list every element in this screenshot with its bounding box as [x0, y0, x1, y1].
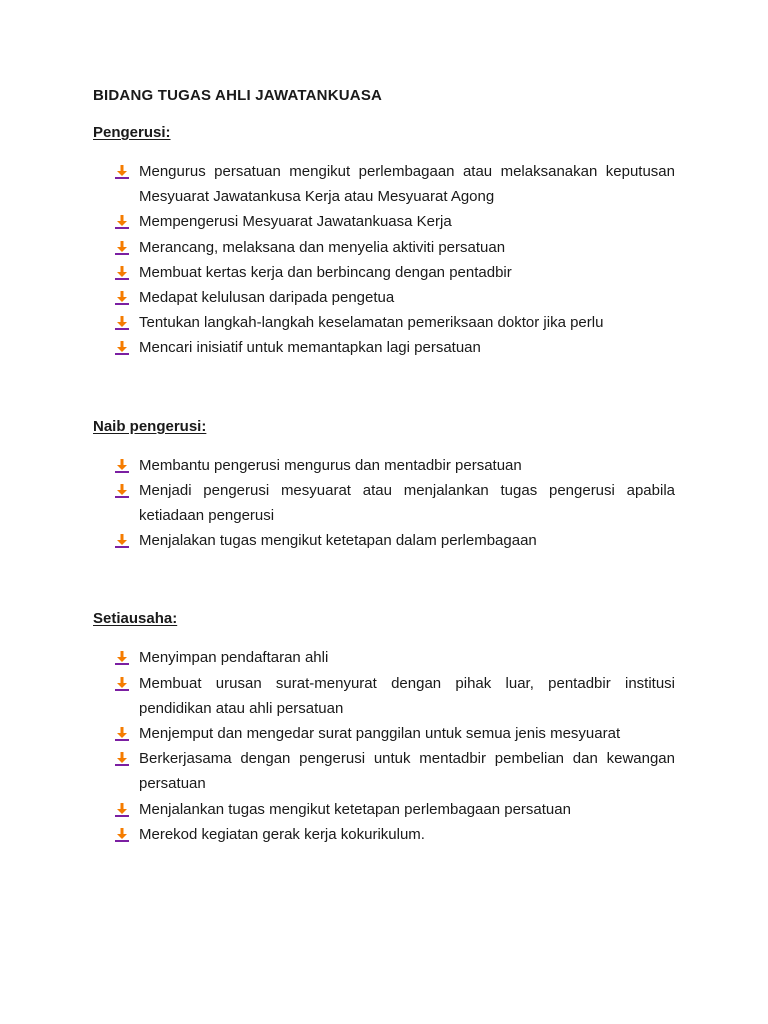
arrow-to-bar-icon — [114, 828, 130, 842]
list-item-text: Mempengerusi Mesyuarat Jawatankuasa Kerja — [139, 213, 452, 231]
arrow-to-bar-icon — [114, 291, 130, 305]
list-item — [93, 822, 675, 847]
duty-list-naib-pengerusi — [93, 453, 675, 554]
duty-list-setiausaha — [93, 645, 675, 847]
list-item — [93, 746, 675, 796]
arrow-to-bar-icon — [114, 341, 130, 355]
arrow-to-bar-icon — [114, 534, 130, 548]
arrow-to-bar-icon — [114, 651, 130, 665]
list-item — [93, 671, 675, 721]
list-item-text: Menjalakan tugas mengikut ketetapan dalam perlembagaan — [139, 532, 537, 550]
arrow-to-bar-icon — [114, 677, 130, 691]
list-item — [93, 335, 675, 360]
arrow-to-bar-icon — [114, 215, 130, 229]
list-item-text: Menjemput dan mengedar surat panggilan untuk semua jenis mesyuarat — [139, 725, 621, 743]
list-item-text: Membuat urusan surat-menyurat dengan pihak luar, pentadbir institusi pendidikan atau ahli persatuan — [139, 674, 675, 717]
list-item-text: Membantu pengerusi mengurus dan mentadbir persatuan — [139, 456, 522, 474]
arrow-to-bar-icon — [114, 752, 130, 766]
list-item — [93, 235, 675, 260]
list-item — [93, 645, 675, 670]
list-item-text: Menyimpan pendaftaran ahli — [139, 649, 329, 667]
section-heading-pengerusi: Pengerusi: — [93, 124, 171, 141]
arrow-to-bar-icon — [114, 316, 130, 330]
list-item-text: Mencari inisiatif untuk memantapkan lagi persatuan — [139, 339, 481, 357]
arrow-to-bar-icon — [114, 241, 130, 255]
list-item — [93, 260, 675, 285]
arrow-to-bar-icon — [114, 266, 130, 280]
list-item-text: Tentukan langkah-langkah keselamatan pemeriksaan doktor jika perlu — [139, 314, 604, 332]
list-item-text: Merancang, melaksana dan menyelia aktiviti persatuan — [139, 238, 506, 256]
list-item — [93, 209, 675, 234]
list-item — [93, 478, 675, 528]
list-item — [93, 285, 675, 310]
document-title: BIDANG TUGAS AHLI JAWATANKUASA — [93, 87, 383, 104]
duty-list-pengerusi — [93, 159, 675, 361]
list-item-text: Medapat kelulusan daripada pengetua — [139, 289, 395, 307]
list-item — [93, 310, 675, 335]
arrow-to-bar-icon — [114, 727, 130, 741]
section-heading-naib-pengerusi: Naib pengerusi: — [93, 417, 207, 435]
list-item-text: Mengurus persatuan mengikut perlembagaan atau melaksanakan keputusan Mesyuarat Jawatankusa Kerja atau Mesyuarat Agong — [139, 163, 675, 206]
list-item — [93, 721, 675, 746]
arrow-to-bar-icon — [114, 803, 130, 817]
list-item-text: Menjalankan tugas mengikut ketetapan perlembagaan persatuan — [139, 800, 571, 818]
list-item-text: Membuat kertas kerja dan berbincang dengan pentadbir — [139, 263, 512, 281]
list-item — [93, 159, 675, 209]
document-page — [93, 86, 675, 847]
list-item — [93, 797, 675, 822]
list-item-text: Merekod kegiatan gerak kerja kokurikulum. — [139, 825, 425, 843]
list-item-text: Menjadi pengerusi mesyuarat atau menjalankan tugas pengerusi apabila ketiadaan pengerusi — [139, 481, 675, 525]
arrow-to-bar-icon — [114, 459, 130, 473]
list-item — [93, 453, 675, 478]
list-item-text: Berkerjasama dengan pengerusi untuk mentadbir pembelian dan kewangan persatuan — [139, 750, 675, 793]
list-item — [93, 528, 675, 553]
section-heading-setiausaha: Setiausaha: — [93, 610, 178, 628]
arrow-to-bar-icon — [114, 165, 130, 179]
arrow-to-bar-icon — [114, 484, 130, 498]
